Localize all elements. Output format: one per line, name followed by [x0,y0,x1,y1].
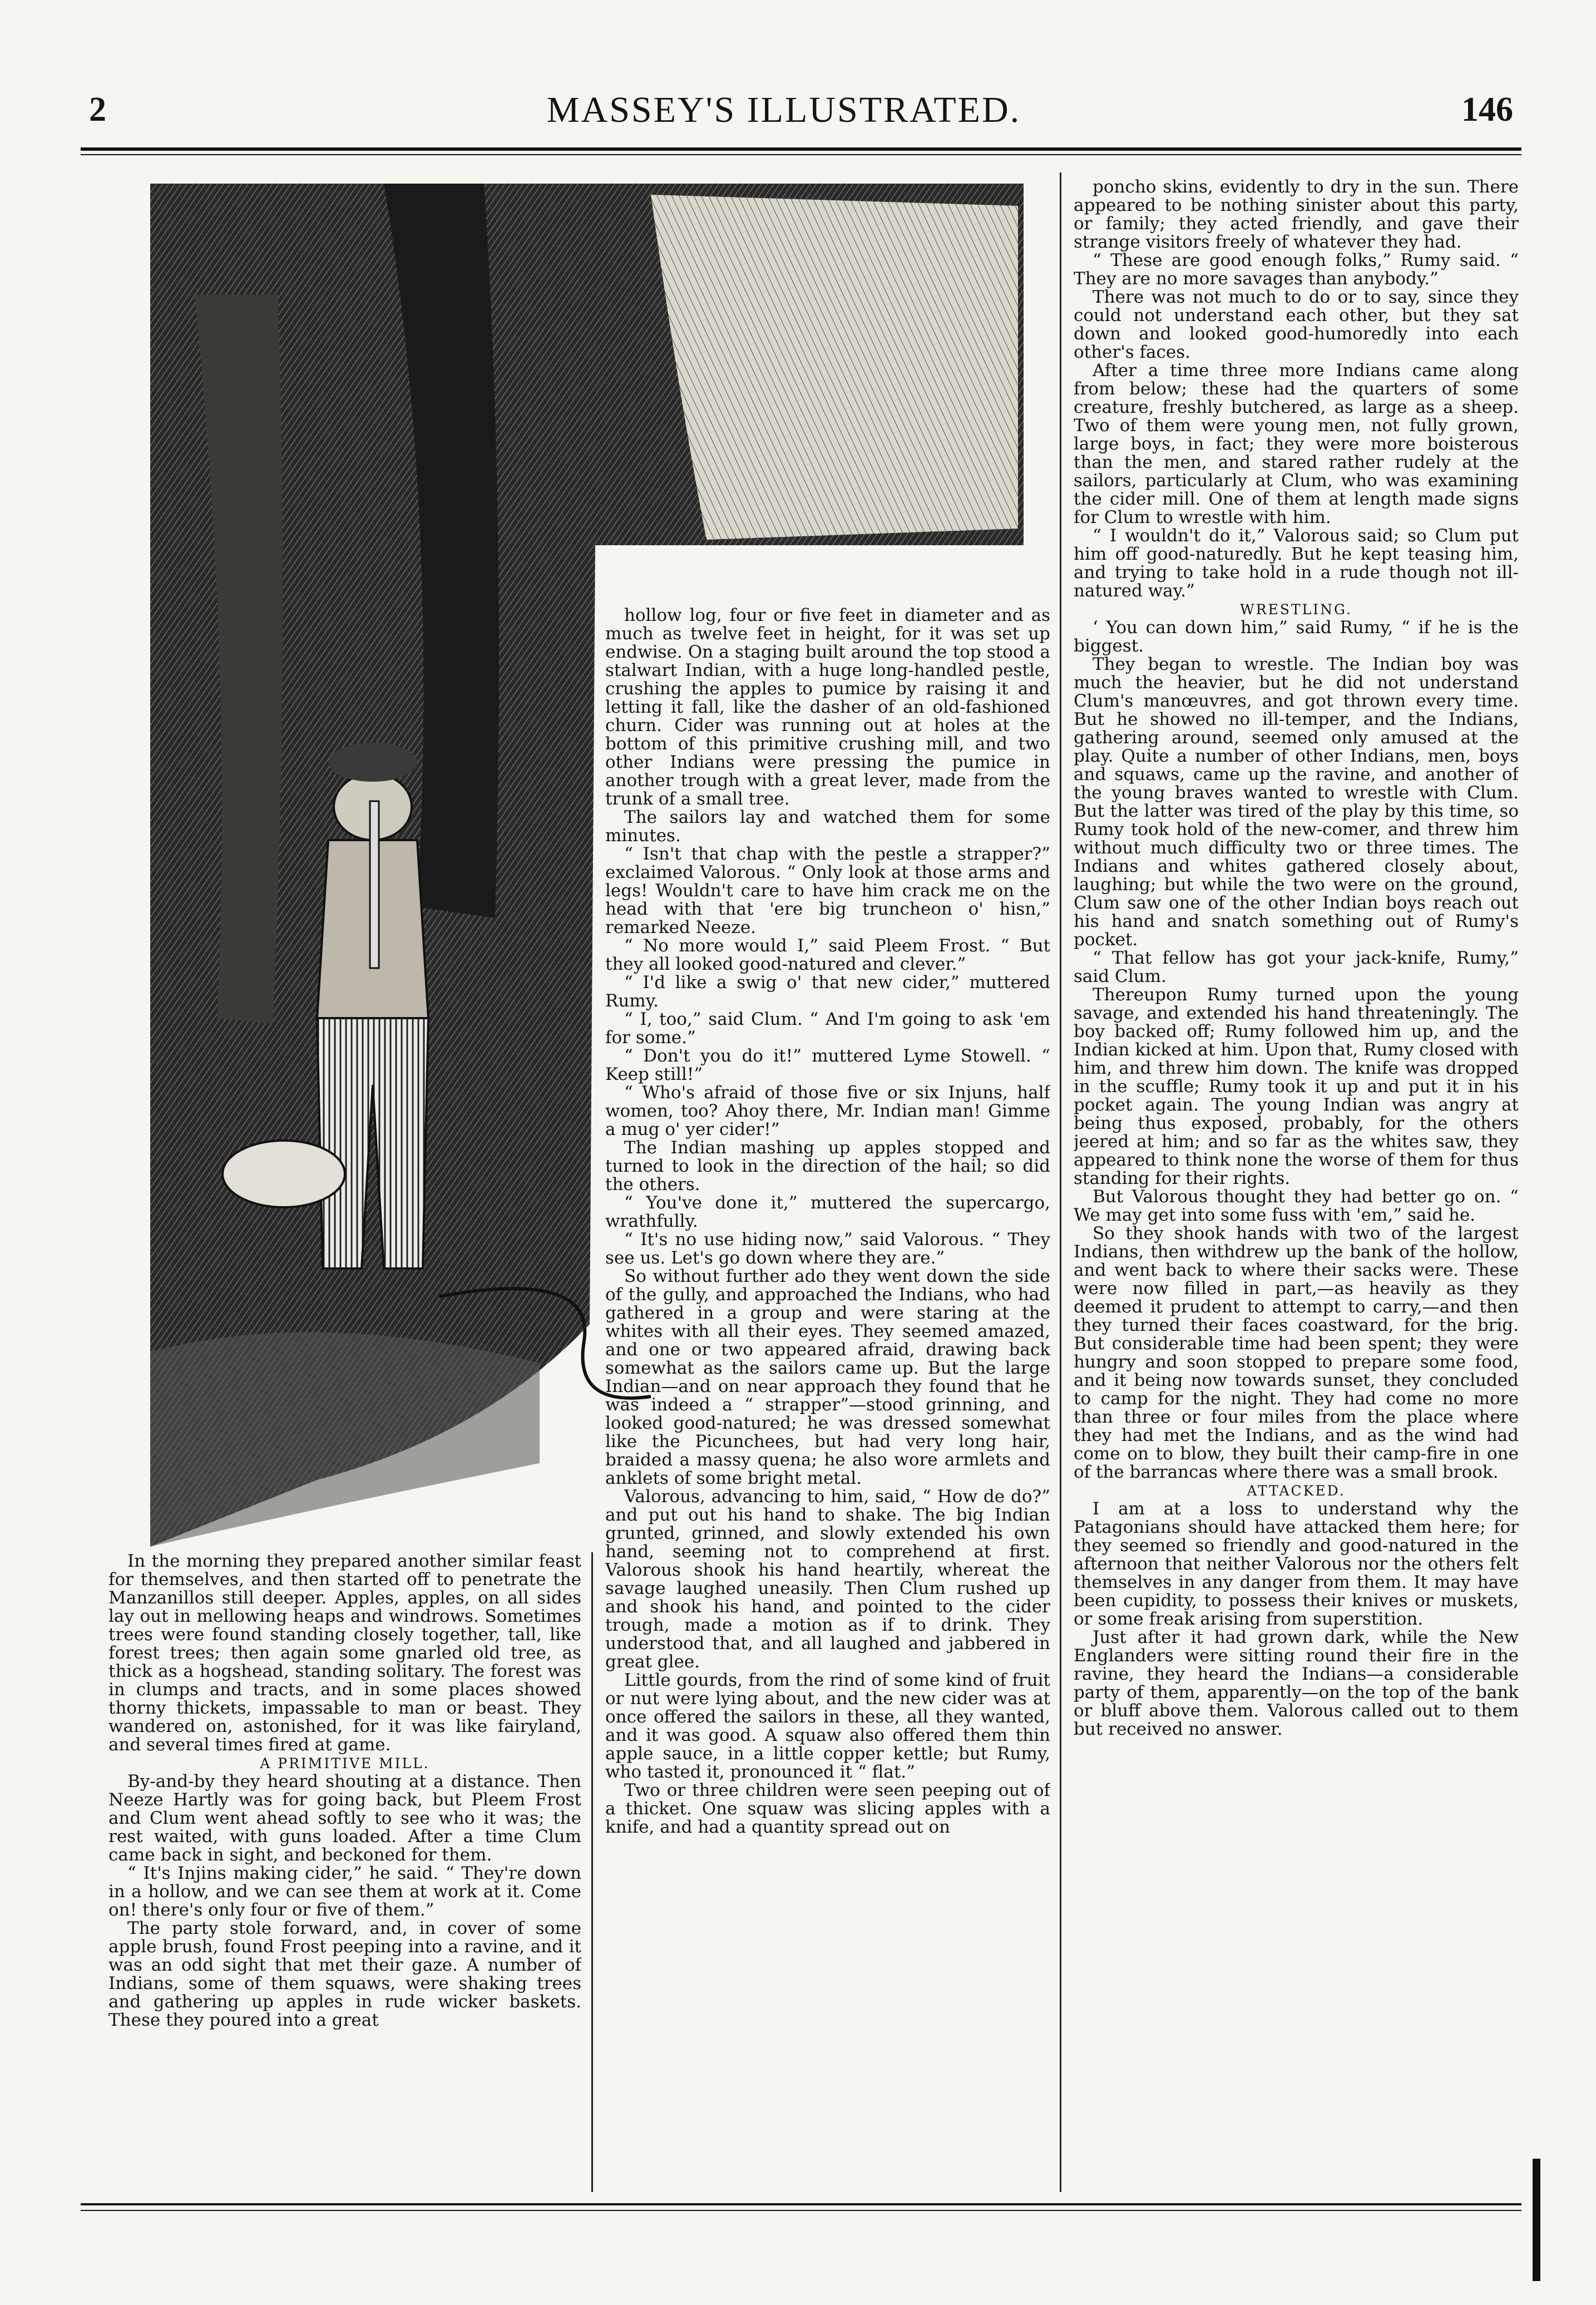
footer-rule [81,2203,1521,2205]
paragraph: ‘ You can down him,” said Rumy, “ if he is the biggest. [1074,618,1519,656]
paragraph: hollow log, four or five feet in diameter and as much as twelve feet in height, for it was set up endwise. On a staging built around the top stood a stalwart Indian, with a huge long-handled pestle, crushing the apples to pumice by raising it and letting it fall, like the dasher of an old-fashioned churn. Cider was running out at holes at the bottom of this primitive crushing mill, and two other Indians were pressing the pumice in another trough with a great lever, made from the trunk of a small tree. [605,606,1050,809]
paragraph: So they shook hands with two of the largest Indians, then withdrew up the bank of the hollow, and went back to where their sacks were. These were now filled in part,—as heavily as they deemed it prudent to attempt to carry,—and then they turned their faces coastward, for the brig. But considerable time had been spent; they were hungry and soon stopped to prepare some food, and it being now towards sunset, they concluded to camp for the night. They had come no more than three or four miles from the place where they had met the Indians, and as the wind had come on to blow, they built their camp-fire in one of the barrancas where there was a small brook. [1074,1223,1519,1482]
paragraph: Little gourds, from the rind of some kind of fruit or nut were lying about, and the new cider was at once offered the sailors in these, all they wanted, and it was good. A squaw also offered them thin apple sauce, in a little copper kettle; but Rumy, who tasted it, pronounced it “ flat.” [605,1670,1050,1782]
paragraph: Thereupon Rumy turned upon the young savage, and extended his hand threateningly. The boy backed off; Rumy followed him up, and the Indian kicked at him. Upon that, Rumy closed with him, and threw him down. The knife was dropped in the scuffle; Rumy took it up and put it in his pocket again. The young Indian was angry at being thus exposed, probably, for the others jeered at him; and so far as the whites saw, they appeared to think none the worse of them for thus standing for their rights. [1074,985,1519,1188]
paragraph: “ I, too,” said Clum. “ And I'm going to ask 'em for some.” [605,1009,1050,1048]
page-edge-mark [1533,2159,1540,2281]
header-rule [81,147,1521,151]
paragraph: In the morning they prepared another similar feast for themselves, and then started off to penetrate the Manzanillos still deeper. Apples, apples, on all sides lay out in mellowing heaps and windrows. Sometimes trees were found standing closely together, tall, like forest trees; then again some gnarled old tree, as thick as a hogshead, standing solitary. The forest was in clumps and tracts, and in some places showed thorny thickets, impassable to man or beast. They wandered on, astonished, for it was like fairyland, and several times fired at game. [108,1552,581,1755]
paragraph: After a time three more Indians came along from below; these had the quarters of some creature, freshly butchered, as large as a sheep. Two of them were young men, not fully grown, large boys, in fact; they were more boisterous than the men, and stared rather rudely at the sailors, particularly at Clum, who was examining the cider mill. One of them at length made signs for Clum to wrestle with him. [1074,361,1519,527]
page-number-left: 2 [89,91,106,129]
paragraph: I am at a loss to understand why the Patagonians should have attacked them here; for they seemed so friendly and good-natured in the afternoon that neither Valorous nor the others felt themselves in any danger from them. It may have been cupidity, to possess their knives or muskets, or some freak arising from superstition. [1074,1499,1519,1629]
page-number-right: 146 [1461,91,1513,129]
paragraph: There was not much to do or to say, since they could not understand each other, but they sat down and looked good-humoredly into each other's faces. [1074,287,1519,362]
column-2-text [605,606,1050,2192]
paragraph: “ It's no use hiding now,” said Valorous. “ They see us. Let's go down where they are.” [605,1230,1050,1268]
footer-rule-thin [81,2210,1521,2211]
paragraph: Two or three children were seen peeping out of a thicket. One squaw was slicing apples with a knife, and had a quantity spread out on [605,1780,1050,1837]
paragraph: “ Who's afraid of those five or six Injuns, half women, too? Ahoy there, Mr. Indian man! Gimme a mug o' yer cider!” [605,1083,1050,1139]
column-3-text [1074,178,1519,2192]
column-rule-1 [591,1552,593,2192]
column-rule-2 [1060,172,1061,2192]
paragraph: They began to wrestle. The Indian boy was much the heavier, but he did not understand Clum's manœuvres, and got thrown every time. But he showed no ill-temper, and the Indians, gathering around, seemed only amused at the play. Quite a number of other Indians, men, boys and squaws, came up the ravine, and another of the young braves wanted to wrestle with Clum. But the latter was tired of the play by this time, so Rumy took hold of the new-comer, and threw him without much difficulty two or three times. The Indians and whites gathered closely about, laughing; but while the two were on the ground, Clum saw one of the other Indian boys reach out his hand and snatch something out of Rumy's pocket. [1074,654,1519,950]
paragraph: But Valorous thought they had better go on. “ We may get into some fuss with 'em,” said he. [1074,1187,1519,1225]
paragraph: Just after it had grown dark, while the New Englanders were sitting round their fire in the ravine, they heard the Indians—a considerable party of them, apparently—on the top of the bank or bluff above them. Valorous called out to them but received no answer. [1074,1627,1519,1739]
page-header [89,72,1513,147]
paragraph: “ Isn't that chap with the pestle a strapper?” exclaimed Valorous. “ Only look at those arms and legs! Wouldn't care to have him crack me on the head with that 'ere big truncheon o' hisn,” remarked Neeze. [605,844,1050,937]
section-heading: A PRIMITIVE MILL. [260,1755,430,1771]
section-heading: ATTACKED. [1247,1483,1346,1499]
paragraph: “ You've done it,” muttered the supercargo, wrathfully. [605,1193,1050,1231]
paragraph: “ I'd like a swig o' that new cider,” muttered Rumy. [605,973,1050,1011]
paragraph: “ No more would I,” said Pleem Frost. “ But they all looked good-natured and clever.” [605,936,1050,974]
paragraph: By-and-by they heard shouting at a distance. Then Neeze Hartly was for going back, but Pleem Frost and Clum went ahead softly to see who it was; the rest waited, with guns loaded. After a time Clum came back in sight, and beckoned for them. [108,1771,581,1865]
paragraph: The sailors lay and watched them for some minutes. [605,807,1050,846]
paragraph: “ It's Injins making cider,” he said. “ They're down in a hollow, and we can see them at work at it. Come on! there's only four or five of them.” [108,1863,581,1920]
paragraph: poncho skins, evidently to dry in the sun. There appeared to be nothing sinister about this party, or family; they acted friendly, and gave their strange visitors freely of whatever they had. [1074,178,1519,252]
paragraph: “ Don't you do it!” muttered Lyme Stowell. “ Keep still!” [605,1046,1050,1084]
section-heading: WRESTLING. [1240,601,1352,618]
paragraph: The Indian mashing up apples stopped and turned to look in the direction of the hail; so did the others. [605,1138,1050,1195]
header-rule-thin [81,154,1521,155]
paragraph: “ These are good enough folks,” Rumy said. “ They are no more savages than anybody.” [1074,250,1519,289]
paragraph: So without further ado they went down the side of the gully, and approached the Indians, who had gathered in a group and were staring at the whites with all their eyes. They seemed amazed, and one or two appeared afraid, drawing back somewhat as the sailors came up. But the large Indian—and on near approach they found that he was indeed a “ strapper”—stood grinning, and looked good-natured; he was dressed somewhat like the Picunchees, but had very long hair, braided a massy quena; he also wore armlets and anklets of some bright metal. [605,1266,1050,1488]
paragraph: “ That fellow has got your jack-knife, Rumy,” said Clum. [1074,948,1519,986]
paragraph: Valorous, advancing to him, said, “ How de do?” and put out his hand to shake. The big Indian grunted, grinned, and slowly extended his own hand, seeming not to comprehend at first. Valorous shook his hand heartily, whereat the savage laughed uneasily. Then Clum rushed up and shook his hand, and pointed to the cider trough, made a motion as if to drink. They understood that, and all laughed and jabbered in great glee. [605,1487,1050,1672]
paragraph: The party stole forward, and, in cover of some apple brush, found Frost peeping into a ravine, and it was an odd sight that met their gaze. A number of Indians, some of them squaws, were shaking trees and gathering up apples in rude wicker baskets. These they poured into a great [108,1918,581,2030]
masthead-title: MASSEY'S ILLUSTRATED. [546,89,1021,130]
paragraph: “ I wouldn't do it,” Valorous said; so Clum put him off good-naturedly. But he kept teasing him, and trying to take hold in a rude though not ill-natured way.” [1074,526,1519,601]
column-1-text [108,1552,581,2192]
